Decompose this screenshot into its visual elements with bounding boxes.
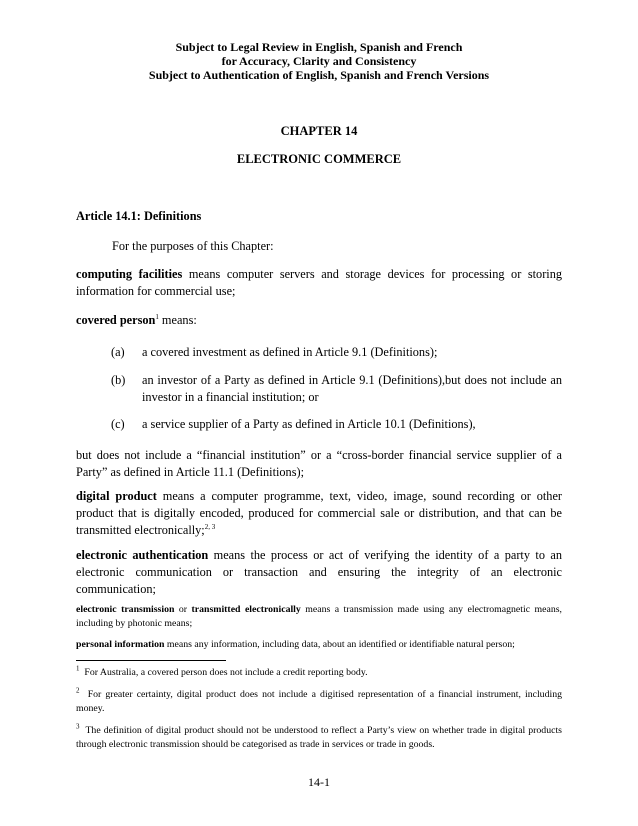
page-number: 14-1 bbox=[308, 775, 330, 789]
list-item-label-a: (a) bbox=[111, 345, 125, 359]
definition-digital-product bbox=[76, 488, 562, 539]
footnote-text: For Australia, a covered person does not include a credit reporting body. bbox=[84, 667, 368, 678]
article-heading: Article 14.1: Definitions bbox=[76, 209, 202, 223]
definition-term: transmitted electronically bbox=[191, 604, 301, 615]
footnote-number: 3 bbox=[76, 722, 80, 731]
list-item-label-c: (c) bbox=[111, 417, 125, 431]
definition-computing-facilities bbox=[76, 266, 562, 300]
header-line-1: Subject to Legal Review in English, Spanish and French bbox=[175, 40, 463, 54]
definition-electronic-transmission bbox=[76, 603, 562, 631]
definition-term: digital product bbox=[76, 489, 157, 503]
definition-text: means computer servers and storage devices for processing or storing information for commercial use; bbox=[76, 267, 563, 298]
definition-text: means the process or act of verifying the identity of a party to an electronic communication or transaction and ensuring the integrity of an electronic communication; bbox=[76, 548, 562, 596]
footnote-ref-2-3: 2, 3 bbox=[204, 522, 216, 531]
definition-term: covered person bbox=[76, 313, 156, 327]
chapter-title: ELECTRONIC COMMERCE bbox=[236, 152, 402, 166]
chapter-number: CHAPTER 14 bbox=[280, 124, 358, 138]
definition-electronic-authentication bbox=[76, 547, 562, 598]
definition-term: electronic authentication bbox=[76, 548, 209, 562]
definition-term: personal information bbox=[76, 639, 165, 650]
footnote-1 bbox=[76, 666, 562, 680]
footnote-text: The definition of digital product should not be understood to reflect a Party’s view on whether trade in digital products through electronic transmission should be categorised as trade in services or trade in goods. bbox=[76, 725, 562, 750]
footnote-number: 2 bbox=[76, 686, 80, 695]
covered-person-tail: but does not include a “financial institution” or a “cross-border financial service supplier of a Party” as defined in Article 11.1 (Definitions); bbox=[76, 448, 562, 479]
header-line-2: for Accuracy, Clarity and Consistency bbox=[221, 54, 417, 68]
definition-term: computing facilities bbox=[76, 267, 183, 281]
list-item-text-b: an investor of a Party as defined in Article 9.1 (Definitions),but does not include an investor in a financial institution; or bbox=[142, 373, 562, 404]
footnote-divider bbox=[76, 660, 226, 661]
definition-text: means any information, including data, about an identified or identifiable natural person; bbox=[164, 639, 515, 650]
definition-text: means: bbox=[158, 313, 197, 327]
list-item-text-c: a service supplier of a Party as defined in Article 10.1 (Definitions), bbox=[142, 417, 476, 431]
definition-covered-person bbox=[76, 312, 562, 329]
article-intro: For the purposes of this Chapter: bbox=[112, 239, 274, 253]
definition-personal-information bbox=[76, 638, 562, 652]
definition-text: means a transmission made using any electromagnetic means, including by photonic means; bbox=[76, 604, 562, 629]
header-line-3: Subject to Authentication of English, Spanish and French Versions bbox=[148, 68, 490, 82]
list-item-text-a: a covered investment as defined in Article 9.1 (Definitions); bbox=[142, 345, 438, 359]
footnote-number: 1 bbox=[76, 664, 80, 673]
footnote-ref-1: 1 bbox=[155, 312, 159, 321]
list-item-label-b: (b) bbox=[111, 373, 126, 387]
footnote-2 bbox=[76, 688, 562, 716]
definition-text: means a computer programme, text, video, image, sound recording or other product that is digitally encoded, produced for commercial sale or distribution, and that can be transmitted electronically; bbox=[76, 489, 562, 537]
definition-connector: or bbox=[174, 604, 192, 615]
footnote-3 bbox=[76, 724, 562, 752]
footnote-text: For greater certainty, digital product does not include a digitised representation of a financial instrument, including money. bbox=[76, 689, 562, 714]
definition-term: electronic transmission bbox=[76, 604, 175, 615]
